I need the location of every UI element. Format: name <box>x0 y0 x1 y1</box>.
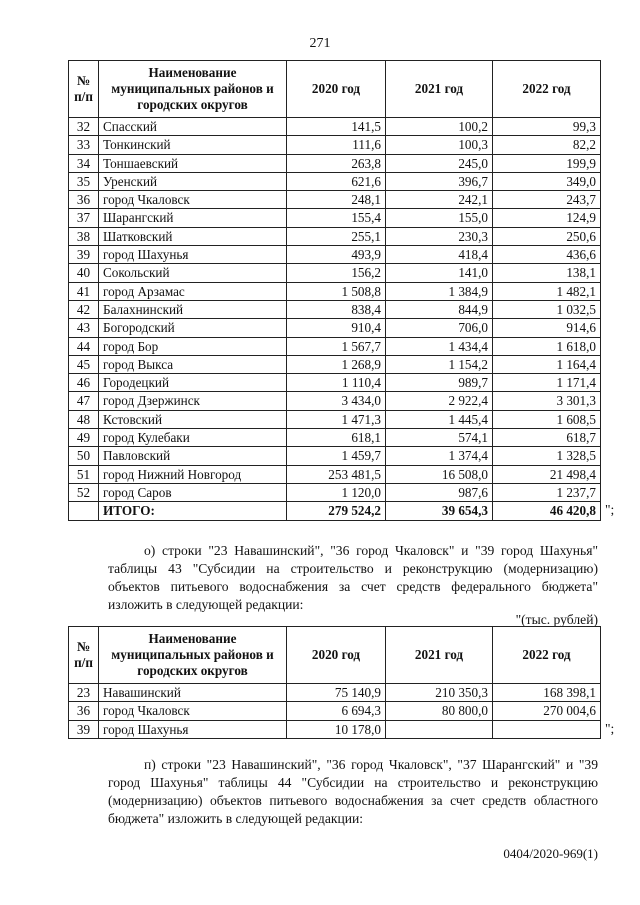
row-number: 41 <box>69 282 99 300</box>
value-2021: 141,0 <box>386 264 493 282</box>
header-2021: 2021 год <box>386 627 493 684</box>
value-2022: 46 420,8 <box>493 502 601 520</box>
value-2021: 242,1 <box>386 191 493 209</box>
value-2021: 989,7 <box>386 374 493 392</box>
value-2020: 1 110,4 <box>287 374 386 392</box>
header-number: № п/п <box>69 627 99 684</box>
table-row <box>69 355 601 373</box>
value-2020: 156,2 <box>287 264 386 282</box>
value-2020: 141,5 <box>287 118 386 136</box>
value-2021: 16 508,0 <box>386 465 493 483</box>
row-name: город Выкса <box>99 355 287 373</box>
value-2020: 10 178,0 <box>287 720 386 738</box>
value-2022: 1 171,4 <box>493 374 601 392</box>
row-name: ИТОГО: <box>99 502 287 520</box>
header-number: № п/п <box>69 61 99 118</box>
value-2021: 1 154,2 <box>386 355 493 373</box>
row-name: Тонкинский <box>99 136 287 154</box>
row-number: 42 <box>69 300 99 318</box>
table-row <box>69 447 601 465</box>
row-number: 34 <box>69 154 99 172</box>
table-row <box>69 684 601 702</box>
table-row <box>69 702 601 720</box>
row-name: Балахнинский <box>99 300 287 318</box>
amendment-paragraph-o <box>108 542 598 614</box>
row-name: город Дзержинск <box>99 392 287 410</box>
table-row <box>69 191 601 209</box>
value-2021: 844,9 <box>386 300 493 318</box>
table-header-row <box>69 61 601 118</box>
header-2020: 2020 год <box>287 61 386 118</box>
document-code: 0404/2020-969(1) <box>503 846 598 861</box>
row-number: 50 <box>69 447 99 465</box>
row-number: 52 <box>69 483 99 501</box>
total-row <box>69 502 601 520</box>
table-row <box>69 118 601 136</box>
value-2020: 263,8 <box>287 154 386 172</box>
table-closing-mark: "; <box>605 502 615 517</box>
value-2022: 124,9 <box>493 209 601 227</box>
value-2020: 3 434,0 <box>287 392 386 410</box>
table-row <box>69 246 601 264</box>
value-2021: 396,7 <box>386 172 493 190</box>
value-2020: 1 459,7 <box>287 447 386 465</box>
row-name: Богородский <box>99 319 287 337</box>
row-number <box>69 502 99 520</box>
value-2021: 245,0 <box>386 154 493 172</box>
value-2021: 155,0 <box>386 209 493 227</box>
table-row <box>69 720 601 738</box>
row-name: город Чкаловск <box>99 702 287 720</box>
value-2020: 279 524,2 <box>287 502 386 520</box>
header-2022: 2022 год <box>493 627 601 684</box>
value-2022: 349,0 <box>493 172 601 190</box>
row-name: Кстовский <box>99 410 287 428</box>
value-2021: 418,4 <box>386 246 493 264</box>
row-number: 32 <box>69 118 99 136</box>
value-2021: 210 350,3 <box>386 684 493 702</box>
row-number: 46 <box>69 374 99 392</box>
value-2021: 2 922,4 <box>386 392 493 410</box>
value-2020: 155,4 <box>287 209 386 227</box>
row-number: 48 <box>69 410 99 428</box>
row-name: Тоншаевский <box>99 154 287 172</box>
row-number: 37 <box>69 209 99 227</box>
row-number: 39 <box>69 720 99 738</box>
row-name: город Кулебаки <box>99 429 287 447</box>
row-number: 45 <box>69 355 99 373</box>
row-number: 36 <box>69 702 99 720</box>
row-number: 39 <box>69 246 99 264</box>
value-2022: 1 482,1 <box>493 282 601 300</box>
row-name: город Саров <box>99 483 287 501</box>
value-2020: 111,6 <box>287 136 386 154</box>
value-2022: 199,9 <box>493 154 601 172</box>
row-name: Сокольский <box>99 264 287 282</box>
unit-note: "(тыс. рублей) <box>515 612 598 627</box>
value-2022: 3 301,3 <box>493 392 601 410</box>
value-2022: 138,1 <box>493 264 601 282</box>
table-row <box>69 227 601 245</box>
value-2022: 243,7 <box>493 191 601 209</box>
row-name: город Арзамас <box>99 282 287 300</box>
row-name: город Бор <box>99 337 287 355</box>
row-number: 36 <box>69 191 99 209</box>
table-row <box>69 154 601 172</box>
row-name: город Чкаловск <box>99 191 287 209</box>
header-name: Наименование муниципальных районов и городских округов <box>99 61 287 118</box>
value-2020: 838,4 <box>287 300 386 318</box>
row-number: 49 <box>69 429 99 447</box>
value-2022: 1 237,7 <box>493 483 601 501</box>
paragraph-text: о) строки "23 Навашинский", "36 город Чкаловск" и "39 город Шахунья" таблицы 43 "Субсидии на строительство и реконструкцию (модернизацию) объектов питьевого водоснабжения за счет средств федерального бюджета" изложить в следующей редакции: <box>108 543 598 612</box>
value-2022: 270 004,6 <box>493 702 601 720</box>
header-2022: 2022 год <box>493 61 601 118</box>
row-number: 38 <box>69 227 99 245</box>
table-row <box>69 209 601 227</box>
header-2020: 2020 год <box>287 627 386 684</box>
value-2022: 21 498,4 <box>493 465 601 483</box>
table-row <box>69 319 601 337</box>
table-row <box>69 136 601 154</box>
value-2020: 1 567,7 <box>287 337 386 355</box>
value-2021: 1 384,9 <box>386 282 493 300</box>
value-2021: 100,3 <box>386 136 493 154</box>
value-2020: 910,4 <box>287 319 386 337</box>
header-name: Наименование муниципальных районов и городских округов <box>99 627 287 684</box>
value-2020: 618,1 <box>287 429 386 447</box>
row-name: город Шахунья <box>99 246 287 264</box>
value-2022: 436,6 <box>493 246 601 264</box>
table-row <box>69 337 601 355</box>
table-closing-mark: "; <box>605 721 615 736</box>
table-row <box>69 172 601 190</box>
table-row <box>69 264 601 282</box>
row-name: Городецкий <box>99 374 287 392</box>
value-2022 <box>493 720 601 738</box>
row-number: 23 <box>69 684 99 702</box>
row-number: 44 <box>69 337 99 355</box>
table-row <box>69 282 601 300</box>
value-2022: 1 328,5 <box>493 447 601 465</box>
value-2021: 39 654,3 <box>386 502 493 520</box>
table-row <box>69 392 601 410</box>
row-name: город Нижний Новгород <box>99 465 287 483</box>
table-row <box>69 429 601 447</box>
value-2020: 1 120,0 <box>287 483 386 501</box>
value-2020: 1 268,9 <box>287 355 386 373</box>
value-2022: 1 032,5 <box>493 300 601 318</box>
value-2022: 168 398,1 <box>493 684 601 702</box>
value-2021: 1 434,4 <box>386 337 493 355</box>
table-row <box>69 465 601 483</box>
row-name: Павловский <box>99 447 287 465</box>
value-2022: 1 618,0 <box>493 337 601 355</box>
value-2022: 618,7 <box>493 429 601 447</box>
value-2021: 706,0 <box>386 319 493 337</box>
subsidy-table-continuation <box>68 60 601 521</box>
table-row <box>69 300 601 318</box>
amendment-paragraph-p <box>108 756 598 828</box>
row-name: Спасский <box>99 118 287 136</box>
row-name: Шатковский <box>99 227 287 245</box>
row-number: 43 <box>69 319 99 337</box>
value-2021: 80 800,0 <box>386 702 493 720</box>
value-2020: 493,9 <box>287 246 386 264</box>
value-2020: 621,6 <box>287 172 386 190</box>
row-name: Уренский <box>99 172 287 190</box>
table-header-row <box>69 627 601 684</box>
value-2020: 75 140,9 <box>287 684 386 702</box>
value-2022: 1 608,5 <box>493 410 601 428</box>
value-2022: 99,3 <box>493 118 601 136</box>
value-2021: 1 374,4 <box>386 447 493 465</box>
row-number: 35 <box>69 172 99 190</box>
value-2020: 6 694,3 <box>287 702 386 720</box>
value-2021: 987,6 <box>386 483 493 501</box>
value-2021: 100,2 <box>386 118 493 136</box>
value-2020: 255,1 <box>287 227 386 245</box>
row-name: город Шахунья <box>99 720 287 738</box>
value-2021: 574,1 <box>386 429 493 447</box>
page-number: 271 <box>309 36 331 51</box>
value-2022: 250,6 <box>493 227 601 245</box>
row-number: 40 <box>69 264 99 282</box>
value-2022: 914,6 <box>493 319 601 337</box>
value-2020: 1 508,8 <box>287 282 386 300</box>
table-row <box>69 410 601 428</box>
row-number: 51 <box>69 465 99 483</box>
row-number: 33 <box>69 136 99 154</box>
value-2021 <box>386 720 493 738</box>
value-2021: 230,3 <box>386 227 493 245</box>
value-2020: 1 471,3 <box>287 410 386 428</box>
value-2020: 248,1 <box>287 191 386 209</box>
value-2022: 1 164,4 <box>493 355 601 373</box>
value-2021: 1 445,4 <box>386 410 493 428</box>
paragraph-text: п) строки "23 Навашинский", "36 город Чкаловск", "37 Шарангский" и "39 город Шахунья" таблицы 44 "Субсидии на строительство и реконструкцию (модернизацию) объектов питьевого водоснабжения за счет средств областного бюджета" изложить в следующей редакции: <box>108 757 598 826</box>
table-row <box>69 483 601 501</box>
table-row <box>69 374 601 392</box>
value-2022: 82,2 <box>493 136 601 154</box>
row-name: Навашинский <box>99 684 287 702</box>
header-2021: 2021 год <box>386 61 493 118</box>
value-2020: 253 481,5 <box>287 465 386 483</box>
row-name: Шарангский <box>99 209 287 227</box>
row-number: 47 <box>69 392 99 410</box>
federal-subsidy-table <box>68 626 601 739</box>
